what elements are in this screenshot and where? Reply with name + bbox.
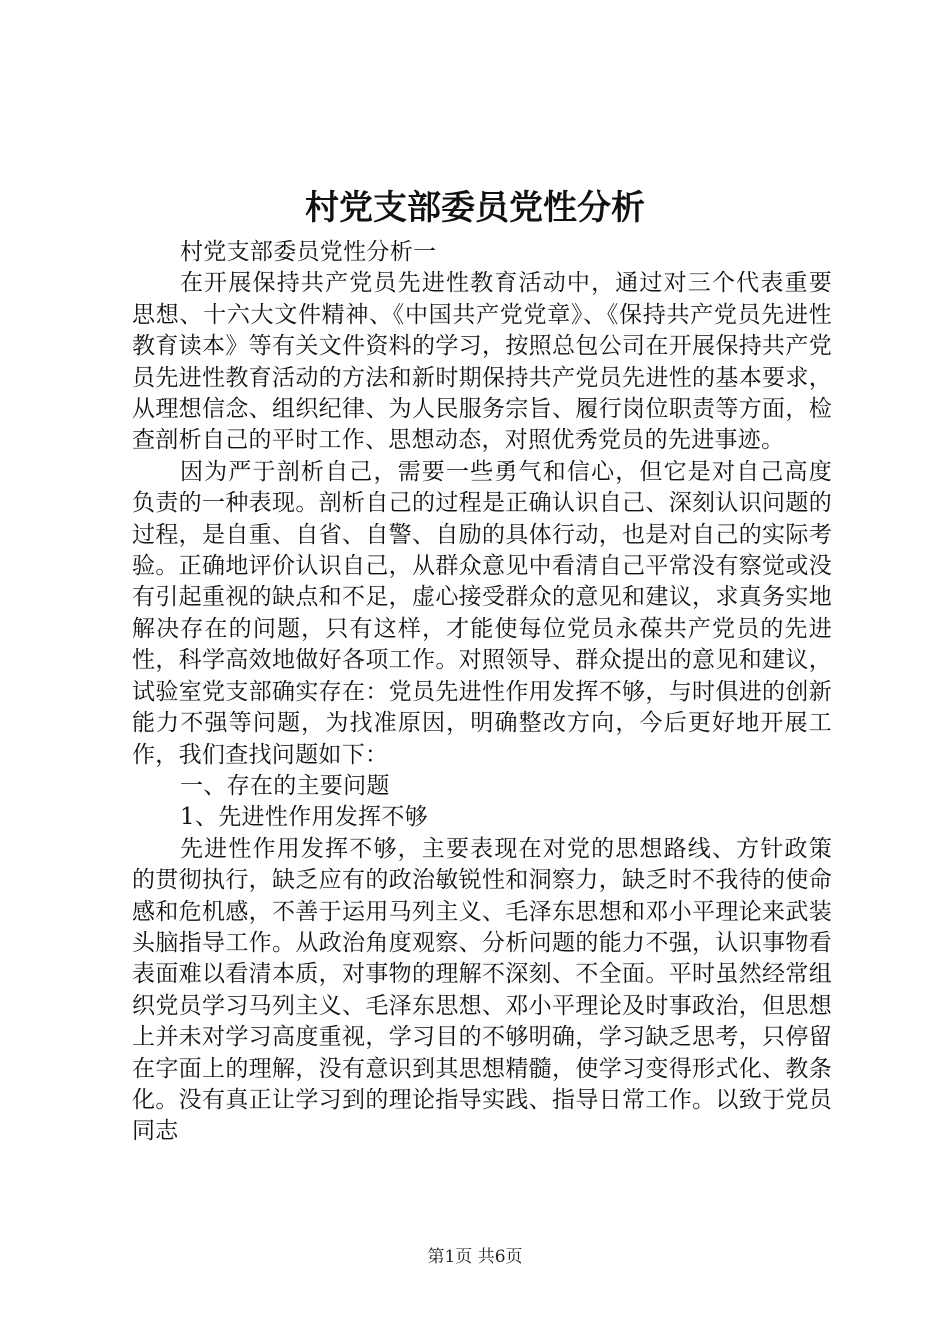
document-title: 村党支部委员党性分析 (305, 188, 645, 228)
page-number-footer: 第1页 共6页 (427, 1247, 523, 1267)
section-heading: 一、存在的主要问题 (180, 772, 390, 799)
paragraph: 先进性作用发挥不够，主要表现在对党的思想路线、方针政策的贯彻执行，缺乏应有的政治敏锐性和洞察力，缺乏时不我待的使命感和危机感，不善于运用马列主义、毛泽东思想和邓小平理论来武装头脑指导工作。从政治角度观察、分析问题的能力不强，认识事物看表面难以看清本质，对事物的理解不深刻、不全面。平时虽然经常组织党员学习马列主义、毛泽东思想、邓小平理论及时事政治，但思想上并未对学习高度重视，学习目的不够明确，学习缺乏思考，只停留在字面上的理解，没有意识到其思想精髓，使学习变得形式化、教条化。没有真正让学习到的理论指导实践、指导日常工作。以致于党员同志 (132, 835, 832, 1145)
paragraph-subtitle: 村党支部委员党性分析一 (180, 239, 437, 265)
paragraph: 因为严于剖析自己，需要一些勇气和信心，但它是对自己高度负责的一种表现。剖析自己的过程是正确认识自己、深刻认识问题的过程，是自重、自省、自警、自励的具体行动，也是对自己的实际考验。正确地评价认识自己，从群众意见中看清自己平常没有察觉或没有引起重视的缺点和不足，虚心接受群众的意见和建议，求真务实地解决存在的问题，只有这样，才能使每位党员永葆共产党员的先进性，科学高效地做好各项工作。对照领导、群众提出的意见和建议，试验室党支部确实存在：党员先进性作用发挥不够，与时俱进的创新能力不强等问题，为找准原因，明确整改方向，今后更好地开展工作，我们查找问题如下： (132, 458, 832, 768)
paragraph: 在开展保持共产党员先进性教育活动中，通过对三个代表重要思想、十六大文件精神、《中国共产党党章》、《保持共产党员先进性教育读本》等有关文件资料的学习，按照总包公司在开展保持共产党员先进性教育活动的方法和新时期保持共产党员先进性的基本要求，从理想信念、组织纪律、为人民服务宗旨、履行岗位职责等方面，检查剖析自己的平时工作、思想动态，对照优秀党员的先进事迹。 (132, 270, 832, 454)
subsection-heading: 1、先进性作用发挥不够 (180, 804, 428, 831)
document-body (132, 237, 832, 1148)
